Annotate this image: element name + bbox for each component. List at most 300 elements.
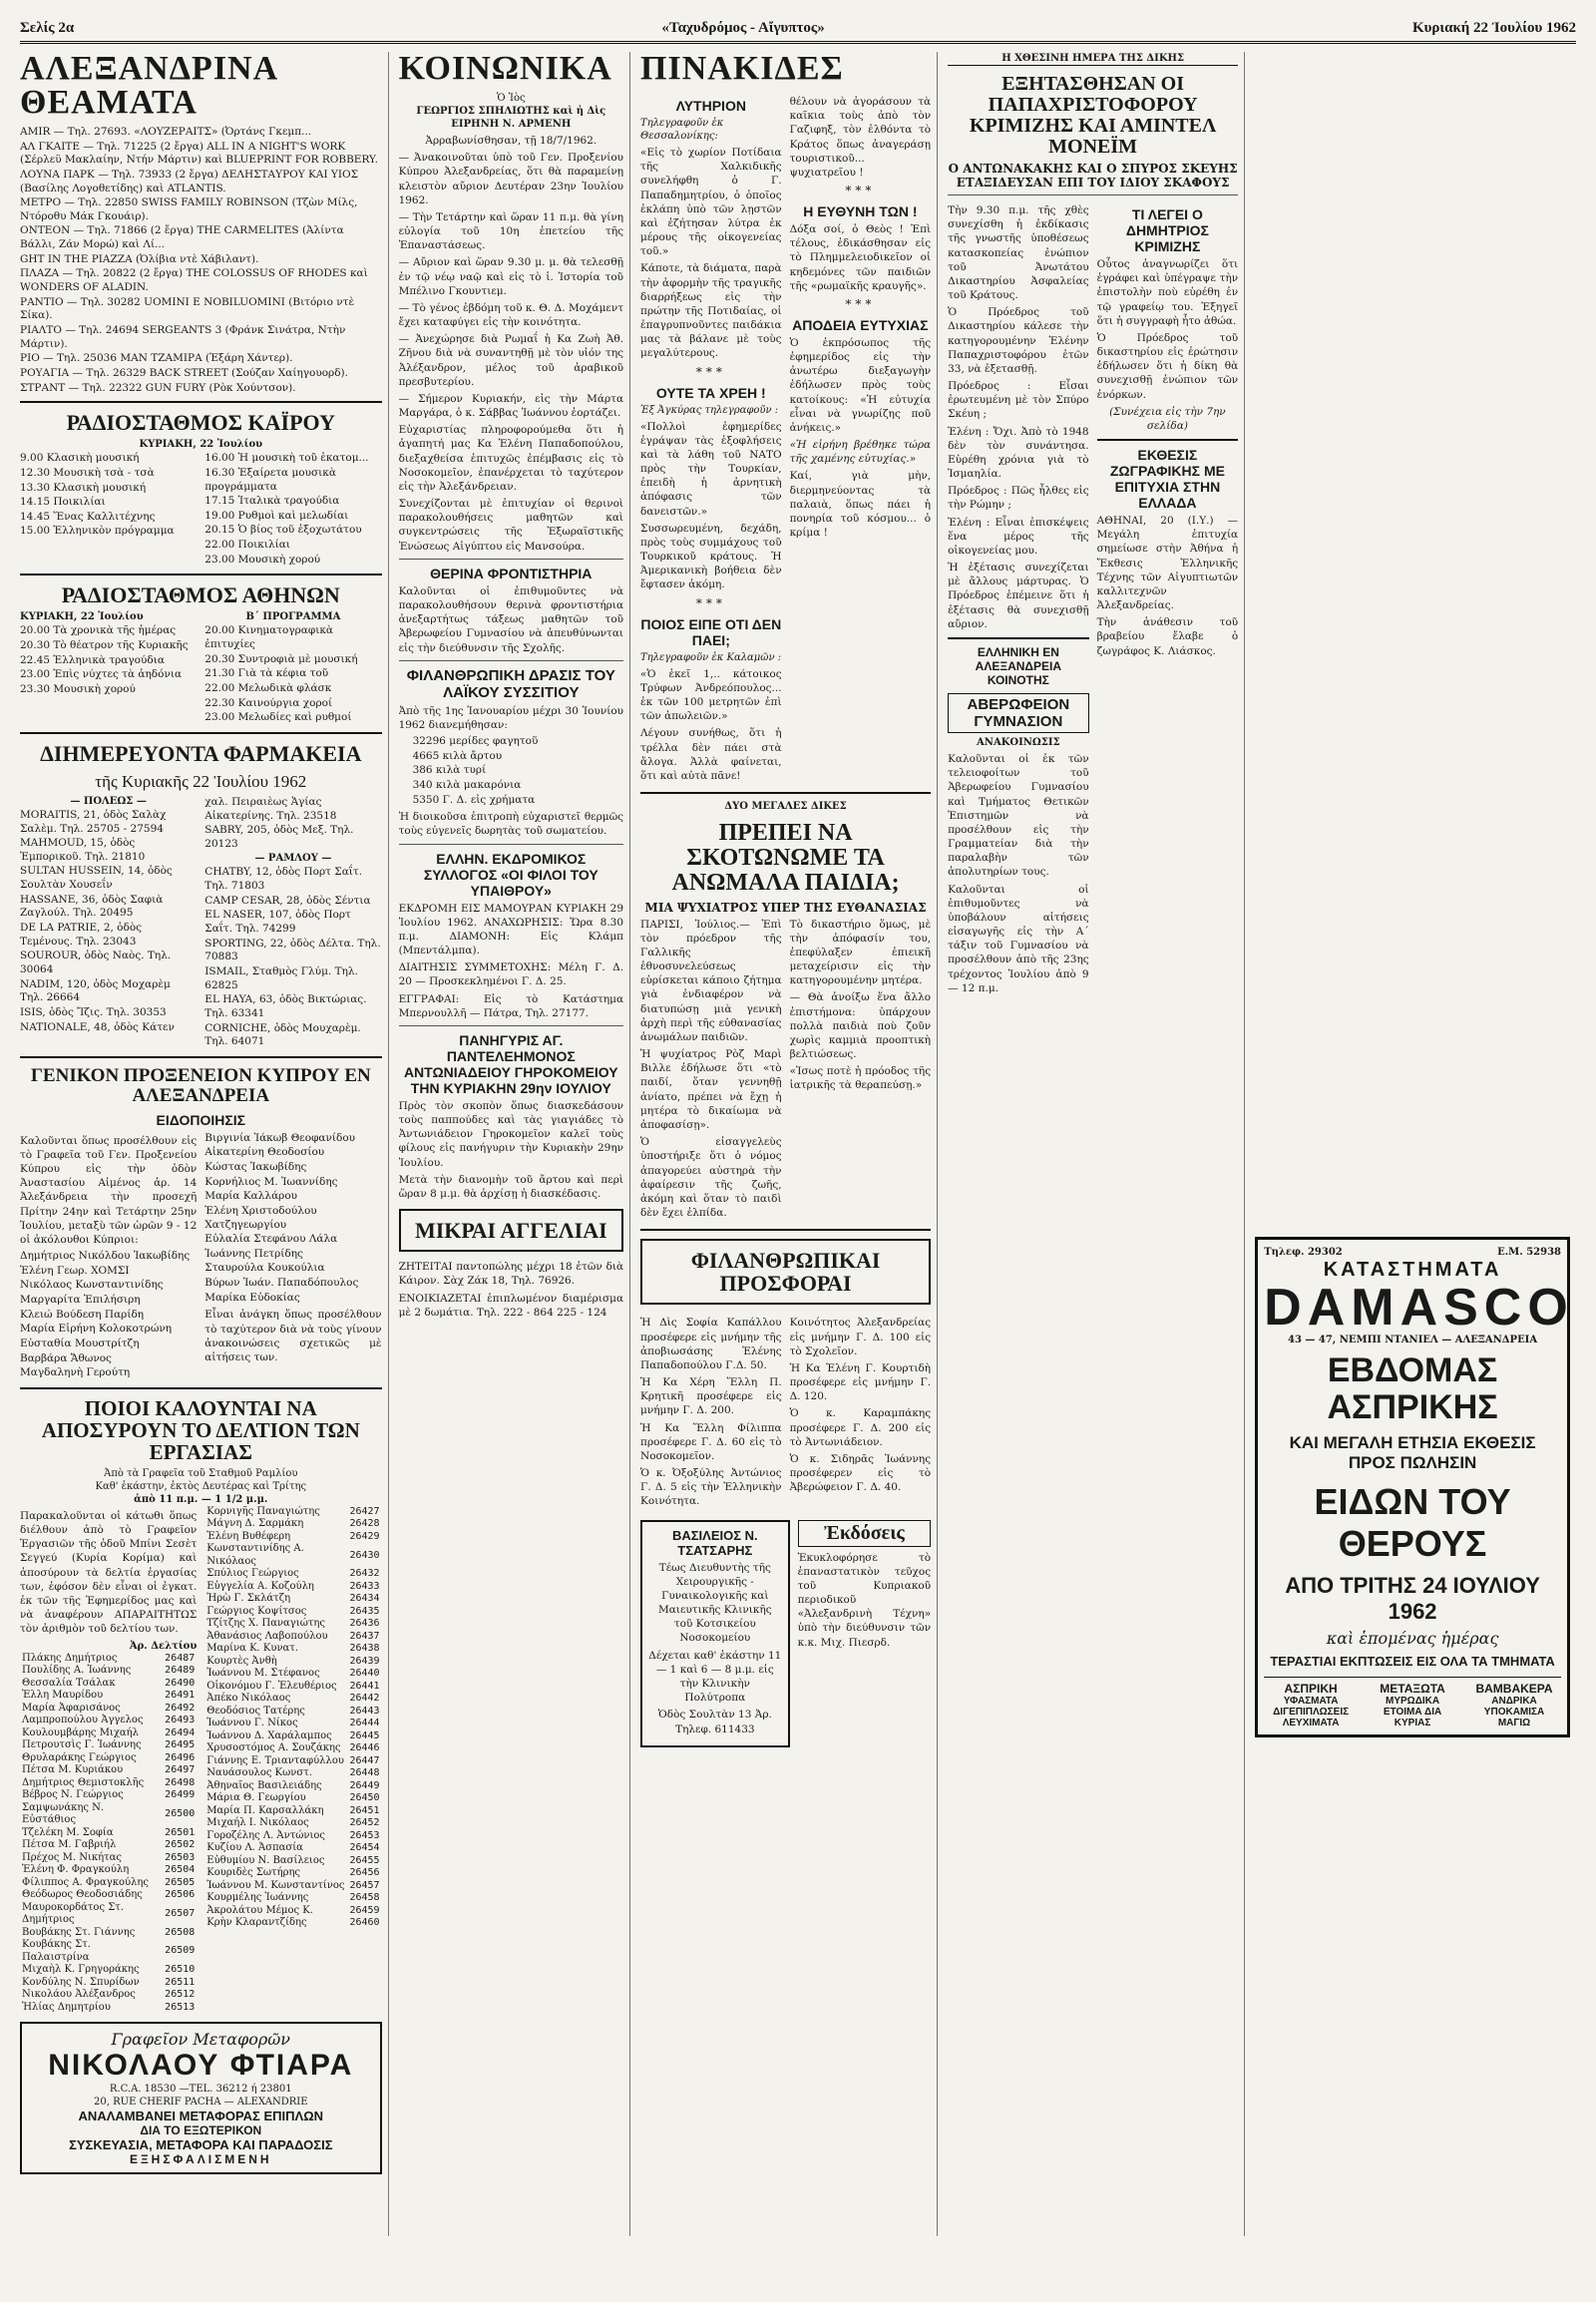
panigyri-text: Μετὰ τὴν διανομὴν τοῦ ἄρτου καὶ περὶ ὥραν 8 μ.μ. θὰ ἀρχίσῃ ἡ διασκέδασις.	[398, 1173, 624, 1200]
postal-number: 26449	[349, 1779, 380, 1791]
postal-number: 26428	[349, 1518, 380, 1530]
postal-number: 26511	[165, 1976, 196, 1988]
note-head: ΑΠΟΔΕΙΑ ΕΥΤΥΧΙΑΣ	[792, 316, 929, 333]
consulate-name: Νικόλαος Κωνσταντινίδης	[20, 1279, 164, 1292]
postal-name: Γεώργιος Κοψίτσος	[206, 1605, 307, 1617]
postal-name: Πρέχος Μ. Νικήτας	[22, 1851, 123, 1863]
postal-name: Ἰωάννου Μ. Κωνσταντίνος	[206, 1879, 345, 1891]
postal-row	[20, 1852, 197, 1865]
postal-row	[204, 1855, 381, 1868]
pharmacy-entry: χαλ. Πειραιὲως Ἁγίας Αἰκατερίνης. Τηλ. 23518	[204, 795, 337, 822]
radio-athens-title: ΡΑΔΙΟΣΤΑΘΜΟΣ ΑΘΗΝΩΝ	[61, 582, 340, 608]
charity-line: 386 κιλὰ τυρί	[412, 764, 487, 777]
note-text: «Ἡ εἰρήνη βρέθηκε τώρα τῆς χαμένης εὐτυχίας.»	[789, 439, 932, 466]
postal-row	[204, 1518, 381, 1531]
kremizis-text: Οὗτος ἀναγνωρίζει ὅτι ἐγράφει καὶ ὑπέγραψε τὴν ἐπιστολὴν ποὺ εὑρέθη ἐν τῷ γραφείῳ του. Ἐξηγεῖ ὅτι ἡ συγγραφὴ ἦτο ἀθώα.	[1096, 258, 1239, 327]
consulate-name: Αἰκατερίνη Θεοδοσίου	[204, 1146, 325, 1159]
postal-number: 26509	[165, 1945, 196, 1957]
cinema-item: ΡΙΟ — Τηλ. 25036 ΜΑΝ ΤΖΑΜΙΡΑ (Ἐξάρη Χάντερ).	[20, 352, 293, 365]
note-text: «Ὁ ἐκεῖ 1,.. κάτοικος Τρύφων Ἀνδρεόπουλος... ἐκ τῶν 100 μετρητῶν ἐπὶ τῶν ἀπωλειῶν.»	[640, 667, 782, 723]
gym-title: ΑΒΕΡΩΦΕΙΟΝ ΓΥΜΝΑΣΙΟΝ	[948, 693, 1089, 733]
postal-row	[204, 1643, 381, 1656]
trial-headline: ΕΞΗΤΑΣΘΗΣΑΝ ΟΙ ΠΑΠΑΧΡΙΣΤΟΦΟΡΟΥ ΚΡΙΜΙΖΗΣ ΚΑΙ ΑΜΙΝΤΕΛ ΜΟΝΕΪΜ	[969, 73, 1217, 158]
expo-text: ΑΘΗΝΑΙ, 20 (Ι.Υ.) — Μεγάλη ἐπιτυχία σημείωσε στὴν Ἀθήνα ἡ Ἔκθεσις Ἑλληνικῆς Τέχνης τῶν Αἰγυπτιωτῶν καλλιτεχνῶν Ἀλεξανδρείας.	[1096, 515, 1239, 612]
postal-name: Θεσσαλία Τσάλακ	[22, 1677, 116, 1689]
social-item-text: — Σήμερον Κυριακήν, εἰς τὴν Μάρτα Μαργάρα, ὁ κ. Σάββας Ἰωάννου ἑορτάζει.	[398, 392, 624, 420]
postal-row	[20, 1653, 197, 1666]
postal-number: 26510	[165, 1964, 196, 1975]
postal-name: Μαρίνα Κ. Κυνατ.	[206, 1643, 299, 1655]
postal-number: 26455	[349, 1854, 380, 1866]
postal-number: 26457	[349, 1879, 380, 1891]
pharmacy-entry: ISIS, ὁδὸς Ἴζις. Τηλ. 30353	[20, 1005, 167, 1018]
postal-number: 26456	[349, 1867, 380, 1879]
postal-row	[204, 1892, 381, 1905]
ad-address: 20, RUE CHERIF PACHA — ALEXANDRIE	[94, 2097, 308, 2108]
consulate-subtitle: ΕΙΔΟΠΟΙΗΣΙΣ	[156, 1111, 246, 1128]
note-head: ΟΥΤΕ ΤΑ ΧΡΕΗ !	[655, 384, 766, 401]
postal-number: 26460	[349, 1917, 380, 1929]
postal-name: Θρυλαράκης Γεώργιος	[22, 1751, 137, 1763]
publications-text: Ἐκυκλοφόρησε τὸ ἐπαναστατικὸν τεῦχος τοῦ Κυπριακοῦ περιοδικοῦ «Ἀλεξανδρινὴ Τέχνη» ὑπὸ τὴν διεύθυνσιν τῶν κ.κ. Μιχ. Πιεσρδ.	[797, 1551, 932, 1649]
cinema-list	[20, 126, 382, 395]
radio-athens-date: ΚΥΡΙΑΚΗ, 22 Ἰουλίου	[20, 611, 144, 623]
postal-number: 26487	[165, 1652, 196, 1664]
summer-text: Καλοῦνται οἱ ἐπιθυμοῦντες νὰ παρακολουθήσουν θερινὰ φροντιστήρια ἀνεξαρτήτως τάξεως μαθητῶν τοῦ Ἀβερωφείου Γυμνασίου νὰ ἀπευθύνωνται εἰς τὴν διεύθυνσιν τῆς Σχολῆς.	[398, 584, 624, 654]
pharmacy-title: ΔΙΗΜΕΡΕΥΟΝΤΑ ΦΑΡΜΑΚΕΙΑ	[40, 740, 362, 766]
postal-number: 26494	[165, 1726, 196, 1738]
postal-name: Φίλιππος Α. Φραγκούλης	[22, 1876, 149, 1888]
consulate-name: Μαργαρίτα Ἐπιλήσιρη	[20, 1293, 141, 1306]
postal-name: Κρὴν Κλαραντζίδης	[206, 1917, 307, 1929]
postal-name: Τζελέκη Μ. Σοφία	[22, 1826, 114, 1838]
cases-text: Τὸ δικαστήριο ὅμως, μὲ τὴν ἀπόφασίν του, ἐπεφύλαξεν ἐπιεικῆ μεταχείρισιν εἰς τὴν κατηγορουμένην μητέρα.	[789, 918, 932, 987]
postal-row	[204, 1730, 381, 1743]
divider	[20, 1387, 382, 1389]
note-sub: Τηλεγραφοῦν ἐκ Θεσσαλονίκης:	[640, 118, 724, 142]
postal-row	[204, 1742, 381, 1755]
cinema-item: ΟΝΤΕΟΝ — Τηλ. 71866 (2 ἔργα) THE CARMELITES (Ἀλίντα Βάλλι, Ζάν Μορώ) καὶ Λί...	[20, 224, 344, 251]
postal-row	[204, 1867, 381, 1880]
ad-category: ΜΕΤΑΞΩΤΑ	[1380, 1681, 1445, 1696]
schedule-entry: 12.30 Μουσικὴ τσὰ - τσὰ	[20, 466, 155, 479]
schedule-entry: 14.15 Ποικιλίαι	[20, 496, 106, 509]
small-ad: ΕΝΟΙΚΙΑΖΕΤΑΙ ἐπιπλωμένον διαμέρισμα μὲ 2 δωμάτια. Τηλ. 222 - 864 225 - 124	[398, 1292, 624, 1319]
doctor-address: Ὁδὸς Σουλτὰν 13 Ἀρ. Τηλεφ. 611433	[657, 1709, 772, 1735]
postal-row	[20, 1752, 197, 1765]
offers-box	[640, 1239, 931, 1305]
pharmacy-entry: SOUROUR, ὁδὸς Ναὸς. Τηλ. 30064	[20, 950, 172, 975]
consulate-name: Μαρία Καλλάρου	[204, 1190, 298, 1203]
postal-row	[20, 1739, 197, 1752]
note-text: Καί, γιὰ μὴν, διερμηνεύοντας τὰ παλαιὰ, ὅπως πάει ἡ πονηρία τοῦ κόσμου... ὁ κρίμα !	[789, 470, 932, 540]
offer-item: Ἡ Δὶς Σοφία Καπάλλου προσέφερε εἰς μνήμην τῆς ἀποβιωσάσης Ἑλένης Παπαδοπούλου Γ.Δ. 50.	[640, 1317, 782, 1371]
cinema-item: ΡΟΥΑΓΙΑ — Τηλ. 26329 BACK STREET (Σούζαν Χαίηγουορδ).	[20, 366, 348, 379]
postal-name: Ἑλλη Μαυρίδου	[22, 1690, 104, 1701]
consulate-name: Βαρβάρα Ἄθωνος	[20, 1351, 112, 1364]
postal-name: Ἀθηναῖος Βασιλειάδης	[206, 1779, 322, 1791]
column-5	[1255, 52, 1576, 2236]
note-text: Κάποτε, τὰ διάματα, παρὰ τὴν ἀφορμὴν τῆς τραγικῆς διαρρήξεως εἰς τὴν πρώτην τῆς Ποτιδαίας, οἱ ἐπαγρυπνοῦντες παιδάκια μας τὰ βάλανε μὲ τοὺς μεγαλύτερους.	[640, 262, 782, 360]
postal-row	[20, 1789, 197, 1802]
cinema-item: ΑΛ ΓΚΑΙΤΕ — Τηλ. 71225 (2 ἔργα) ALL IN A NIGHT'S WORK (Σέρλεϋ Μακλαίην, Ντήν Μάρτιν) καὶ BLUEPRINT FOR ROBBERY.	[20, 140, 378, 167]
postal-row	[204, 1780, 381, 1793]
postal-row	[204, 1880, 381, 1893]
postal-number: 26433	[349, 1580, 380, 1592]
section-title-shows: ΑΛΕΞΑΝΔΡΙΝΑ ΘΕΑΜΑΤΑ	[20, 52, 277, 121]
postal-number: 26490	[165, 1677, 196, 1689]
column-3: ΠΙΝΑΚΙΔΕΣ ΛΥΤΗΡΙΟΝ Τηλεγραφοῦν ἐκ Θεσσαλονίκης: «Εἰς τὸ χωρίον Ποτίδαια τῆς Χαλκιδικῆς συνελήφθη ὁ Γ. Παπαδημητρίου, ὁ ὁποῖος ἐκλάπη ὑπὸ τῶν λῃστῶν καὶ ἐζήτησαν λύτρα ἐκ μέρους τῆς οἰκογενείας τοῦ.» Κάποτε, τὰ διάματα, παρὰ τὴν ἀφορμὴν τῆς τραγικῆς διαρρήξεως εἰς τὴν πρώτην τῆς Ποτιδαίας, οἱ ἐπαγρυπνοῦντες παιδάκια μας τὰ βάλανε μὲ τοὺς μεγαλύτερους. *** ΟΥΤΕ ΤΑ ΧΡΕΗ ! Ἐξ Ἀγκύρας τηλεγραφοῦν : «Πολλοὶ ἐφημερίδες ἐγράψαν τὰς ἐξοφλήσεις καὶ τὰ λάθη τοῦ ΝΑΤΟ πρὸς τὴν Τουρκίαν, ἐπειδὴ ἡ ἀρνητικὴ ἀπόφασις τῶν δανειστῶν.» Συσσωρευμένη, δεχάδη, πρὸς τοὺς συμμάχους τοῦ Τουρκικοῦ κράτους. Ἡ Ἀμερικανικὴ βοήθεια δὲν ἔφτασεν ἀκόμη. *** ΠΟΙΟΣ ΕΙΠΕ ΟΤΙ ΔΕΝ ΠΑΕΙ; Τηλεγραφοῦν ἐκ Καλαμῶν : «Ὁ ἐκεῖ 1,.. κάτοικος Τρύφων Ἀνδρεόπουλος... ἐκ τῶν 100 μετρητῶν ἐπὶ τῶν ἀπωλειῶν.» Λέγουν συνήθως, ὅτι ἡ τρέλλα δὲν πάει στὰ ἄλογα. Ἀλλὰ φαίνεται, ὅτι καὶ αὐτὰ πᾶνε! θέλουν νὰ ἀγοράσουν τὰ καῖκια τοὺς ἀπὸ τὸν Γαζιφηξ, τὸν ἐλθόντα τὸ Κράτος ὅπως ἀναγεράσῃ τουριστικοῦ... ψυχιατρεῖου ! *** Η ΕΥΘΥΝΗ ΤΩΝ ! Δόξα σοί, ὁ Θεὸς ! Ἐπὶ τέλους, ἐδικάσθησαν εἰς τὸ Πλημμελειοδικεῖον οἱ κηδεμόνες τῶν παιδιῶν τῆς «ρωμαϊκῆς κραυγῆς». *** ΑΠΟΔΕΙΑ ΕΥΤΥΧΙΑΣ Ὁ ἐκπρόσωπος τῆς ἐφημερίδος εἰς τὴν ἀνωτέρω διεξαγωγὴν ἐδήλωσεν πρὸς τοὺς κατοίκους: «Ἡ εὐτυχία εἶναι νὰ γνωρίζης ποῦ ἀνήκεις.» «Ἡ εἰρήνη βρέθηκε τώρα τῆς χαμένης εὐτυχίας.» Καί, γιὰ μὴν, διερμηνεύοντας τὰ παλαιὰ, ὅπως πάει ἡ πονηρία τοῦ κόσμου... ὁ κρίμα ! ΔΥΟ ΜΕΓΑΛΕΣ ΔΙΚΕΣ ΠΡΕΠΕΙ ΝΑ ΣΚΟΤΩΝΩΜΕ ΤΑ ΑΝΩΜΑΛΑ ΠΑΙΔΙΑ; ΜΙΑ ΨΥΧΙΑΤΡΟΣ ΥΠΕΡ ΤΗΣ ΕΥΘΑΝΑΣΙΑΣ ΠΑΡΙΣΙ, Ἰούλιος.— Ἐπὶ τὸν πρόεδρον τῆς Γαλλικῆς ἐθνοσυνελεύσεως εὑρίσκεται κάποιο ζήτημα γιὰ ἐνδιαφέρον νὰ διατυπώσῃ μιὰ γενικὴ ἀρχὴ περὶ τῆς εὐθανασίας ἀνωμάλων παιδιῶν. Ἡ ψυχίατρος Ρὸζ Μαρὶ Βιλλε ἐδήλωσε ὅτι «τὸ παιδί, ὅταν γεννηθῇ ἀνίατο, πρέπει νὰ ἔχῃ ἡ μητέρα τὸ δικαίωμα νὰ ἀποφασίσῃ». Ὁ εἰσαγγελεὺς ὑποστήριξε ὅτι ὁ νόμος ἀπαγορεύει αὐστηρὰ τὴν ἀφαίρεσιν τῆς ζωῆς, ἀκόμη καὶ ὅταν τὸ παιδὶ δὲν ἔχει ἐλπίδα. Τὸ δικαστήριο ὅμως, μὲ τὴν ἀπόφασίν του, ἐπεφύλαξεν ἐπιεικῆ μεταχείρισιν εἰς τὴν κατηγορουμένην μητέρα. — Θὰ ἀνοίξω ἕνα ἄλλο ἐπιστήμονα: ὑπάρχουν πολλὰ παιδιὰ ποὺ ζοῦν χωρὶς καμμιὰ προοπτικὴ βελτιώσεως. «Ἰσως ποτὲ ἡ πρόοδος τῆς ἰατρικῆς τὰ θεραπεύσῃ.» ΦΙΛΑΝΘΡΩΠΙΚΑΙ ΠΡΟΣΦΟΡΑΙ Ἡ Δὶς Σοφία Καπάλλου προσέφερε εἰς μνήμην τῆς ἀποβιωσάσης Ἑλένης Παπαδοπούλου Γ.Δ. 50. Ἡ Κα Χέρη Ἕλλη Π. Κρητικῆ προσέφερε εἰς μνήμην Γ. Δ. 200. Ἡ Κα Ἕλλη Φίλιππα προσέφερε Γ. Δ. 60 εἰς τὸ Νοσοκομεῖον. Ὁ κ. Ὀξοξύλης Ἀντώνιος Γ. Δ. 5 εἰς τὴν Ἑλληνικὴν Κοινότητα. Κοινότητος Ἀλεξανδρείας εἰς μνήμην Γ. Δ. 100 εἰς τὸ Σχολεῖον. Ἡ Κα Ἑλένη Γ. Κουρτιδὴ προσέφερε εἰς μνήμην Γ. Δ. 120. Ὁ κ. Καραμπάκης προσέφερε Γ. Δ. 200 εἰς τὸ Ἀντωνιάδειον. Ὁ κ. Σιδηρᾶς Ἰωάννης προσέφερεν εἰς τὸ Ἀβερώφειον Γ. Δ. 40. ΒΑΣΙΛΕΙΟΣ Ν. ΤΣΑΤΣΑΡΗΣ Τέως Διευθυντὴς τῆς Χειρουργικῆς - Γυναικολογικῆς καὶ Μαιευτικῆς Κλινικῆς τοῦ Κοτσικείου Νοσοκομείου Δέχεται καθ' ἑκάστην 11 — 1 καὶ 6 — 8 μ.μ. εἰς τὴν Κλινικὴν Πολύτροπα Ὁδὸς Σουλτὰν 13 Ἀρ. Τηλεφ. 611433 Ἐκδόσεις Ἐκυκλοφόρησε τὸ ἐπαναστατικὸν τεῦχος τοῦ Κυπριακοῦ περιοδικοῦ «Ἀλεξανδρινὴ Τέχνη» ὑπὸ τὴν διεύθυνσιν τῶν κ.κ. Μιχ. Πιεσρδ.	[640, 52, 938, 2236]
note-sub: Τηλεγραφοῦν ἐκ Καλαμῶν :	[640, 651, 782, 663]
postal-name: Πέτσα Μ. Γαβριήλ	[22, 1839, 117, 1850]
postal-number: 26448	[349, 1767, 380, 1779]
postal-name: Μάρια Θ. Γεωργίου	[206, 1792, 306, 1804]
consulate-name: Ἰωάννης Πετρίδης	[204, 1247, 303, 1260]
note-text: «Εἰς τὸ χωρίον Ποτίδαια τῆς Χαλκιδικῆς συνελήφθη ὁ Γ. Παπαδημητρίου, ὁ ὁποῖος ἐκλάπη ὑπὸ τῶν λῃστῶν καὶ ἐζήτησαν λύτρα ἐκ μέρους τῆς οἰκογενείας τοῦ.»	[640, 147, 782, 258]
consulate-name: Δημήτριος Νικόλδου Ἰακωβίδης	[20, 1250, 191, 1263]
cases-subhead: ΜΙΑ ΨΥΧΙΑΤΡΟΣ ΥΠΕΡ ΤΗΣ ΕΥΘΑΝΑΣΙΑΣ	[644, 900, 927, 915]
postal-name: Πετρουτσὶς Γ. Ἰωάννης	[22, 1739, 142, 1750]
postal-number: 26439	[349, 1655, 380, 1667]
postal-column-head: Ἀρ. Δελτίου	[129, 1640, 198, 1652]
schedule-entry: 22.45 Ἑλληνικὰ τραγούδια	[20, 653, 165, 666]
radio-cairo-date: ΚΥΡΙΑΚΗ, 22 Ἰουλίου	[139, 439, 263, 451]
postal-row	[20, 2002, 197, 2015]
ad-line4: ΕΞΗΣΦΑΛΙΣΜΕΝΗ	[129, 2152, 272, 2166]
postal-name: Θεοδόσιος Τατέρης	[206, 1705, 305, 1717]
small-ads-box	[399, 1209, 623, 1252]
ad-date: ΑΠΟ ΤΡΙΤΗΣ 24 ΙΟΥΛΙΟΥ 1962	[1285, 1572, 1540, 1624]
postal-row	[20, 1927, 197, 1940]
postal-name: Ἠλίας Δημητρίου	[22, 2001, 111, 2013]
divider	[20, 732, 382, 734]
postal-name: Ἀκρολάτου Μέμος Κ.	[206, 1904, 313, 1916]
postal-row	[204, 1830, 381, 1843]
postal-row	[204, 1668, 381, 1681]
postal-row	[204, 1568, 381, 1581]
social-item-names: ΓΕΩΡΓΙΟΣ ΣΠΗΛΙΩΤΗΣ καὶ ἡ Δὶς ΕΙΡΗΝΗ Ν. ΑΡΜΕΝΗ	[416, 106, 606, 130]
ad-category: ΥΦΑΣΜΑΤΑ ΔΙΓΕΠΙΠΛΩΣΕΙΣ	[1273, 1695, 1350, 1718]
postal-name: Ἠρὼ Γ. Σκλάτζη	[206, 1593, 291, 1605]
cinema-item: ΣΤΡΑΝΤ — Τηλ. 22322 GUN FURY (Ρὸκ Χούντσον).	[20, 381, 296, 394]
pharmacy-entry: EL NASER, 107, ὁδὸς Πορτ Σαΐτ. Τηλ. 74299	[204, 909, 351, 936]
postal-name: Ναυάσουλος Κωνστ.	[206, 1767, 312, 1779]
postal-row	[204, 1531, 381, 1544]
pharmacy-section-ramleh: — ΡΑΜΛΟΥ —	[254, 853, 332, 865]
postal-name: Κουβάκης Στ. Παλαιστρίνα	[22, 1939, 91, 1963]
postal-row	[20, 1678, 197, 1691]
postal-row	[20, 1839, 197, 1852]
postal-row	[20, 1902, 197, 1927]
divider	[20, 574, 382, 576]
trial-text: Ἡ ἐξέτασις συνεχίζεται μὲ ἄλλους μάρτυρας. Ὁ Πρόεδρος ἐπέμεινε ὅτι ἡ ἐξέτασις θὰ συνεχισθῇ αὔριον.	[948, 562, 1089, 630]
postal-number: 26450	[349, 1792, 380, 1804]
cases-headline: ΠΡΕΠΕΙ ΝΑ ΣΚΟΤΩΝΩΜΕ ΤΑ ΑΝΩΜΑΛΑ ΠΑΙΔΙΑ;	[671, 820, 900, 897]
ad-summer: ΕΙΔΩΝ ΤΟΥ ΘΕΡΟΥΣ	[1314, 1480, 1511, 1564]
postal-name: Μαρία Ἀφαρισάνος	[22, 1702, 121, 1714]
ad-name: ΝΙΚΟΛΑΟΥ ΦΤΙΑΡΑ	[48, 2049, 354, 2082]
transport-ad	[20, 2022, 382, 2174]
postal-name: Πουλίδης Α. Ἰωάννης	[22, 1665, 132, 1676]
postal-row	[204, 1817, 381, 1830]
column-4	[948, 52, 1245, 2236]
social-item-text: — Τὸ γένος ἐβδόμη τοῦ κ. Θ. Δ. Μοχάμεντ ἔχει καταφύγει εἰς τὴν κοινότητα.	[398, 301, 624, 329]
postal-number: 26495	[165, 1739, 196, 1750]
offer-item: Ὁ κ. Καραμπάκης προσέφερε Γ. Δ. 200 εἰς τὸ Ἀντωνιάδειον.	[789, 1407, 932, 1448]
ad-category: ΛΕΥΧΙΜΑΤΑ	[1282, 1717, 1340, 1728]
column-1	[20, 52, 389, 2236]
charity-line: 32296 μερίδες φαγητοῦ	[412, 735, 539, 748]
cinema-item: ΠΛΑΖΑ — Τηλ. 20822 (2 ἔργα) THE COLOSSUS OF RHODES καὶ WONDERS OF ALADIN.	[20, 267, 368, 294]
ad-categories	[1264, 1677, 1561, 1728]
postal-number: 26505	[165, 1876, 196, 1888]
postal-name: Μαρία Π. Καρσαλλάκη	[206, 1804, 324, 1816]
postal-row	[204, 1506, 381, 1519]
ad-address: 43 — 47, ΝΕΜΠΙ ΝΤΑΝΙΕΛ — ΑΛΕΞΑΝΔΡΕΙΑ	[1288, 1335, 1538, 1345]
charity-closing: Ἡ διοικοῦσα ἐπιτροπὴ εὐχαριστεῖ θερμῶς τοὺς εὐγενεῖς δωρητὰς τοῦ σωματείου.	[398, 811, 624, 838]
newspaper-page	[20, 20, 1576, 2262]
social-item-text: — Τὴν Τετάρτην καὶ ὥραν 11 π.μ. θὰ γίνη εὐλογία τοῦ 10η ἐπετείου τῆς Ἐπαναστάσεως.	[398, 210, 624, 252]
doctor-title: Τέως Διευθυντὴς τῆς Χειρουργικῆς - Γυναικολογικῆς καὶ Μαιευτικῆς Κλινικῆς τοῦ Κοτσικείου Νοσοκομείου	[657, 1561, 772, 1645]
postal-number: 26506	[165, 1889, 196, 1900]
note-text: Ὁ ἐκπρόσωπος τῆς ἐφημερίδος εἰς τὴν ἀνωτέρω διεξαγωγὴν ἐδήλωσεν πρὸς τοὺς κατοίκους: «Ἡ εὐτυχία εἶναι νὰ γνωρίζης ποῦ ἀνήκεις.»	[789, 336, 932, 434]
postal-number: 26508	[165, 1926, 196, 1938]
ad-rc: R.C.A. 18530 —TEL. 36212 ή 23801	[109, 2084, 292, 2095]
pharmacy-entry: HASSANE, 36, ὁδὸς Σαφιὰ Ζαγλούλ. Τηλ. 20495	[20, 893, 164, 920]
postal-number: 26504	[165, 1864, 196, 1875]
postal-name: Ἀθανάσιος Λαβοπούλου	[206, 1630, 328, 1642]
ad-category: ΜΥΡΩΔΙΚΑ	[1386, 1695, 1440, 1707]
section-title-notes: ΠΙΝΑΚΙΔΕΣ	[640, 52, 844, 87]
social-item-text: — Αὔριον καὶ ὥραν 9.30 μ. μ. θὰ τελεσθῇ ἐν τῷ νέῳ ναῷ καὶ εἰς τὸ ἱ. Ἱστορία τοῦ Μπέλινο Γκουντιεμ.	[398, 256, 624, 297]
postal-number: 26440	[349, 1668, 380, 1680]
postal-number: 26430	[349, 1549, 380, 1561]
ad-annual: ΚΑΙ ΜΕΓΑΛΗ ΕΤΗΣΙΑ ΕΚΘΕΣΙΣ ΠΡΟΣ ΠΩΛΗΣΙΝ	[1289, 1432, 1536, 1472]
doctor-ad	[640, 1520, 790, 1747]
postal-row	[204, 1618, 381, 1631]
postal-row	[204, 1842, 381, 1855]
schedule-entry: 20.30 Τὸ θέατρον τῆς Κυριακῆς	[20, 639, 189, 652]
publications-title: Ἐκδόσεις	[798, 1520, 932, 1547]
consulate-name: Βιργινία Ἰάκωβ Θεοφανίδου	[204, 1131, 356, 1144]
postal-names-right	[204, 1506, 381, 1930]
postal-row	[20, 1964, 197, 1977]
consulate-name: Μαρίκα Εὐδοκίας	[204, 1291, 300, 1304]
panigyri-title: ΠΑΝΗΓΥΡΙΣ ΑΓ. ΠΑΝΤΕΛΕΗΜΟΝΟΣ ΑΝΤΩΝΙΑΔΕΙΟΥ ΓΗΡΟΚΟΜΕΙΟΥ ΤΗΝ ΚΥΡΙΑΚΗΝ 29ην ΙΟΥΛΙΟΥ	[403, 1031, 618, 1096]
postal-name: Νικολάου Ἀλέξανδρος	[22, 1989, 136, 2000]
ad-line1: ΑΝΑΛΑΜΒΑΝΕΙ ΜΕΤΑΦΟΡΑΣ ΕΠΙΠΛΩΝ	[78, 2109, 324, 2123]
consulate-title: ΓΕΝΙΚΟΝ ΠΡΟΞΕΝΕΙΟΝ ΚΥΠΡΟΥ ΕΝ ΑΛΕΞΑΝΔΡΕΙΑ	[30, 1064, 371, 1106]
small-ad: ΖΗΤΕΙΤΑΙ παντοπώλης μέχρι 18 ἐτῶν διὰ Κάιρον. Σὰχ Ζάκ 18, Τηλ. 76926.	[398, 1261, 624, 1288]
trial-text: Ὁ Πρόεδρος τοῦ Δικαστηρίου κάλεσε τὴν κατηγορουμένην Ἑλένην Παπαχριστοφόρου ἐτῶν 33, νὰ ἐξετασθῇ.	[948, 306, 1089, 375]
postal-row	[204, 1706, 381, 1719]
postal-name: Ἰωάννου Μ. Στέφανος	[206, 1668, 320, 1680]
postal-name: Βέβρος Ν. Γεώργιος	[22, 1789, 124, 1800]
consulate-name: Εὐλαλία Στεφάνου Λάλα	[204, 1233, 338, 1246]
trial-text: Ἑλένη : Ὄχι. Ἀπὸ τὸ 1948 δὲν τὸν συνάντησα. Εὑρέθη χρόνια γιὰ τὸ Ἱσμαηλία.	[948, 425, 1089, 481]
postal-name: Πλάκης Δημήτριος	[22, 1652, 118, 1664]
pharmacy-entry: MAHMOUD, 15, ὁδὸς Ἐμπορικοῦ. Τηλ. 21810	[20, 837, 146, 863]
charity-title: ΦΙΛΑΝΘΡΩΠΙΚΗ ΔΡΑΣΙΣ ΤΟΥ ΛΑΪΚΟΥ ΣΥΣΣΙΤΙΟΥ	[406, 666, 615, 701]
newspaper-name: «Ταχυδρόμος - Αἴγυπτος»	[661, 20, 825, 36]
ad-brand: DAMASCO	[1264, 1279, 1574, 1337]
consulate-name: Κορνήλιος Μ. Ἰωαννίδης	[204, 1175, 338, 1188]
hellenic-club-title: ΕΛΛΗΝ. ΕΚΔΡΟΜΙΚΟΣ ΣΥΛΛΟΓΟΣ «ΟΙ ΦΙΛΟΙ ΤΟΥ ΥΠΑΙΘΡΟΥ»	[423, 850, 598, 899]
gym-text: Καλοῦνται οἱ ἐπιθυμοῦντες νὰ ὑποβάλουν αἰτήσεις εἰσαγωγῆς εἰς τὴν Α΄ τάξιν τοῦ Γυμνασίου νὰ προσέλθουν ἀπὸ τῆς 23ης τρέχοντος Ἰουλίου ἀπὸ 9 — 12 π.μ.	[948, 883, 1089, 994]
postal-name: Κορνιγῆς Παναγιώτης	[206, 1505, 320, 1517]
postal-name: Χρυσοστόμος Α. Σουζάκης	[206, 1742, 341, 1754]
cinema-item: ΡΙΑΛΤΟ — Τηλ. 24694 SERGEANTS 3 (Φράνκ Σινάτρα, Ντὴν Μάρτιν).	[20, 323, 346, 350]
cases-text: Ἡ ψυχίατρος Ρὸζ Μαρὶ Βιλλε ἐδήλωσε ὅτι «τὸ παιδί, ὅταν γεννηθῇ ἀνίατο, πρέπει νὰ ἔχῃ ἡ μητέρα τὸ δικαίωμα νὰ ἀποφασίσῃ».	[640, 1048, 782, 1131]
damasco-ad	[1255, 1237, 1574, 1737]
charity-text: Ἀπὸ τῆς 1ης Ἰανουαρίου μέχρι 30 Ἰουνίου 1962 διανεμήθησαν:	[398, 704, 624, 731]
postal-name: Κουρμέλης Ἰωάννης	[206, 1892, 309, 1904]
postal-name: Κουλουμβάρης Μιχαήλ	[22, 1726, 139, 1738]
postal-number: 26512	[165, 1989, 196, 2000]
cases-text: Ὁ εἰσαγγελεὺς ὑποστήριξε ὅτι ὁ νόμος ἀπαγορεύει αὐστηρὰ τὴν ἀφαίρεσιν τῆς ζωῆς, ἀκόμη καὶ ὅταν τὸ παιδὶ δὲν ἔχει ἐλπίδα.	[640, 1136, 782, 1220]
radio-cairo-title: ΡΑΔΙΟΣΤΑΘΜΟΣ ΚΑΪΡΟΥ	[66, 410, 335, 436]
pharmacy-date: τῆς Κυριακῆς 22 Ἰουλίου 1962	[95, 772, 307, 792]
ad-em: Ε.Μ. 52938	[1497, 1247, 1562, 1258]
pharmacy-section: — ΠΟΛΕΩΣ —	[70, 795, 147, 807]
postal-row	[20, 1877, 197, 1890]
ad-following: καὶ ἑπομένας ἡμέρας	[1326, 1628, 1499, 1648]
pharmacy-entry: SABRY, 205, ὁδὸς Μεξ. Τηλ. 20123	[204, 824, 354, 850]
postal-number: 26502	[165, 1839, 196, 1850]
postal-number: 26507	[165, 1907, 196, 1919]
postal-name: Κυζίου Λ. Ἀσπασία	[206, 1842, 303, 1854]
ad-category: ΑΝΔΡΙΚΑ ΥΠΟΚΑΜΙΣΑ	[1483, 1695, 1545, 1718]
kremizis-text: Ὁ Πρόεδρος τοῦ δικαστηρίου εἰς ἐρώτησιν ἐδήλωσεν ὅτι ἡ δίκη θὰ συνεχισθῇ ἐνώπιον τῶν ἐνόρκων.	[1096, 331, 1239, 401]
postal-number: 26513	[165, 2001, 196, 2013]
note-head: ΛΥΤΗΡΙΟΝ	[675, 98, 746, 114]
postal-number: 26492	[165, 1702, 196, 1714]
postal-number: 26446	[349, 1742, 380, 1754]
postal-number: 26438	[349, 1643, 380, 1655]
cinema-item: ΛΟΥΝΑ ΠΑΡΚ — Τηλ. 73933 (2 ἔργα) ΔΕΛΗΣΤΑΥΡΟΥ ΚΑΙ ΥΙΟΣ (Βασίλης Λογοθετίδης) καὶ ATLANTIS.	[20, 168, 359, 194]
postal-number: 26503	[165, 1851, 196, 1863]
consulate-name: Κλειώ Βούδεση Παρίδη	[20, 1308, 145, 1321]
schedule-entry: 21.30 Γιὰ τὰ κέφια τοῦ	[204, 667, 329, 680]
postal-name: Σαμψωνάκης Ν. Εὐστάθιος	[22, 1801, 105, 1825]
social-item-text: Εὐχαριστίας πληροφορούμεθα ὅτι ἡ ἀγαπητή μας Κα Ἑλένη Παπαδοπούλου, διεξαχθείσα ἐπιτυχῶς ἐπέμβασις εἰς τὸ Νοσοκομεῖον, ἐπανέρχεται τὸ ταχύτερον εἰς τὴν Ἀλεξάνδρειαν.	[398, 424, 624, 493]
schedule-entry: 23.00 Μελωδίες καὶ ρυθμοί	[204, 711, 352, 724]
postal-number: 26443	[349, 1705, 380, 1717]
consulate-closing: Εἶναι ἀνάγκη ὅπως προσέλθουν τὸ ταχύτερον διὰ νὰ τοὺς γίνουν ἀνακοινώσεις σχετικῶς μὲ αἰτήσεις των.	[204, 1309, 382, 1363]
charity-line: 340 κιλὰ μακαρόνια	[412, 778, 522, 791]
ad-week: ΕΒΔΟΜΑΣ ΑΣΠΡΙΚΗΣ	[1327, 1351, 1498, 1427]
postal-number: 26453	[349, 1829, 380, 1841]
social-item-text: Συνεχίζονται μὲ ἐπιτυχίαν οἱ θερινοὶ παρακολουθήσεις μαθητῶν καὶ συγκεντρώσεις τῆς Ἐξωραϊστικῆς Ἑνώσεως Αἰγύπτου εἰς Μανσούρα.	[398, 498, 624, 553]
postal-title: ΠΟΙΟΙ ΚΑΛΟΥΝΤΑΙ ΝΑ ΑΠΟΣΥΡΟΥΝ ΤΟ ΔΕΛΤΙΟΝ ΤΩΝ ΕΡΓΑΣΙΑΣ	[41, 1395, 360, 1464]
community-title: ΕΛΛΗΝΙΚΗ ΕΝ ΑΛΕΞΑΝΔΡΕΙΑ ΚΟΙΝΟΤΗΣ	[975, 644, 1062, 687]
postal-name: Λαμπροπούλου Ἀγγελος	[22, 1715, 144, 1726]
offer-item: Ὁ κ. Σιδηρᾶς Ἰωάννης προσέφερεν εἰς τὸ Ἀβερώφειον Γ. Δ. 40.	[789, 1452, 932, 1494]
schedule-entry: 22.30 Καινούργια χοροί	[204, 696, 333, 709]
postal-number: 26451	[349, 1804, 380, 1816]
consulate-text: Καλοῦνται ὅπως προσέλθουν εἰς τὸ Γραφεῖα τοῦ Γεν. Προξενείου Κύπρου εἰς τὴν ὁδὸν Ἀναστασίου Αἰμένος ἀρ. 14 Ἀλεξάνδρεια τὴν προσεχῆ Πρίτην 24ην καὶ Τετάρτην 25ην Ἰουλίου, μεταξὺ τῶν ὡρῶν 9 - 12 οἱ ἀκόλουθοι Κύπριοι:	[20, 1134, 198, 1246]
postal-row	[204, 1581, 381, 1594]
postal-name: Κονδύλης Ν. Σπυρίδων	[22, 1976, 140, 1988]
social-item-text: Ἀρραβωνίσθησαν, τῇ 18/7/1962.	[425, 135, 598, 147]
pharmacy-entry: DE LA PATRIE, 2, ὁδὸς Τεμένους. Τηλ. 23043	[20, 922, 143, 948]
cinema-item: GHT IN THE PIAZZA (Ὀλίβια ντὲ Χάβιλαντ).	[20, 252, 259, 265]
postal-sub2: Καθ' ἑκάστην, ἐκτὸς Δευτέρας καὶ Τρίτης	[95, 1480, 307, 1492]
postal-row	[204, 1593, 381, 1606]
note-text: Λέγουν συνήθως, ὅτι ἡ τρέλλα δὲν πάει στὰ ἄλογα. Ἀλλὰ φαίνεται, ὅτι καὶ αὐτὰ πᾶνε!	[640, 727, 782, 782]
postal-name: Τζίτζης Χ. Παναγιώτης	[206, 1618, 325, 1630]
trial-subhead: Ο ΑΝΤΩΝΑΚΑΚΗΣ ΚΑΙ Ο ΣΠΥΡΟΣ ΣΚΕΥΗΣ ΕΤΑΞΙΔΕΥΣΑΝ ΕΠΙ ΤΟΥ ΙΔΙΟΥ ΣΚΑΦΟΥΣ	[948, 162, 1238, 190]
radio-cairo-schedule	[20, 451, 382, 568]
postal-name: Μιχαήλ Ι. Νικόλαος	[206, 1817, 309, 1829]
postal-number: 26435	[349, 1605, 380, 1617]
postal-number: 26434	[349, 1593, 380, 1605]
divider	[399, 559, 623, 560]
postal-name: Μιχαὴλ Κ. Γρηγοράκης	[22, 1964, 140, 1975]
schedule-entry: 23.00 Μουσικὴ χορού	[204, 553, 321, 566]
postal-row	[204, 1656, 381, 1669]
divider	[399, 844, 623, 845]
postal-number: 26441	[349, 1680, 380, 1692]
hellenic-club-text: ΔΙΑΙΤΗΣΙΣ ΣΥΜΜΕΤΟΧΗΣ: Μέλη Γ. Δ. 20 — Προσκεκλημένοι Γ. Δ. 25.	[398, 961, 624, 988]
pharmacy-entry: CORNICHE, ὁδὸς Μουχαρὲμ. Τηλ. 64071	[204, 1021, 361, 1048]
charity-line: 5350 Γ. Δ. εἰς χρήματα	[412, 793, 536, 806]
postal-name: Εὐγγελία Α. Κοζούλη	[206, 1580, 314, 1592]
postal-row	[204, 1905, 381, 1918]
postal-number: 26496	[165, 1751, 196, 1763]
panigyri-text: Πρὸς τὸν σκοπὸν ὅπως διασκεδάσουν τοὺς παππούδες καὶ τὰς γιαγιάδες τὸ Ἀντωνιάδειον Γηροκομεῖον καλεῖ τοὺς φίλους εἰς πανήγυριν τὴν Κυριακὴν 29ην Ἰουλίου.	[398, 1099, 624, 1169]
kremizis-head: ΤΙ ΛΕΓΕΙ Ο ΔΗΜΗΤΡΙΟΣ ΚΡΙΜΙΖΗΣ	[1125, 206, 1209, 254]
social-item-text: — Ἀνακοινοῦται ὑπὸ τοῦ Γεν. Προξενίου Κύπρου Ἀλεξανδρείας, ὅτι θὰ παραμείνῃ κλειστὸν αὔριον Δευτέραν 23ην Ἰουλίου 1962.	[398, 152, 624, 206]
offer-item: Ὁ κ. Ὀξοξύλης Ἀντώνιος Γ. Δ. 5 εἰς τὴν Ἑλληνικὴν Κοινότητα.	[640, 1467, 782, 1508]
postal-name: Γοροζέλης Λ. Ἀντώνιος	[206, 1829, 326, 1841]
postal-row	[20, 1864, 197, 1877]
cases-text: ΠΑΡΙΣΙ, Ἰούλιος.— Ἐπὶ τὸν πρόεδρον τῆς Γαλλικῆς ἐθνοσυνελεύσεως εὑρίσκεται κάποιο ζήτημα γιὰ ἐνδιαφέρον νὰ διατυπώσῃ μιὰ γενικὴ ἀρχὴ περὶ τῆς εὐθανασίας ἀνωμάλων παιδιῶν.	[640, 918, 782, 1043]
postal-name: Μάγνη Δ. Σαρμάκη	[206, 1518, 304, 1530]
postal-number: 26427	[349, 1505, 380, 1517]
postal-row	[204, 1767, 381, 1780]
column-2	[399, 52, 630, 2236]
ad-phone: Τηλεφ. 29302	[1264, 1247, 1343, 1258]
postal-row	[20, 1715, 197, 1727]
postal-row	[20, 1827, 197, 1840]
postal-number: 26499	[165, 1789, 196, 1800]
postal-row	[204, 1606, 381, 1619]
postal-name: Ἑλένη Φ. Φραγκούλη	[22, 1864, 130, 1875]
postal-name: Γιάννης Ε. Τριανταφύλλου	[206, 1754, 344, 1766]
schedule-entry: 14.45 Ἕνας Καλλιτέχνης	[20, 510, 156, 523]
pharmacy-entry: CAMP CESAR, 28, ὁδὸς Σέντια	[204, 894, 371, 907]
cases-label: ΔΥΟ ΜΕΓΑΛΕΣ ΔΙΚΕΣ	[724, 801, 847, 813]
postal-number: 26458	[349, 1892, 380, 1904]
consulate-name: Εὐσταθία Μουστρίτζη	[20, 1337, 140, 1349]
ad-category: ΕΤΟΙΜΑ ΔΙΑ ΚΥΡΙΑΣ	[1383, 1706, 1442, 1728]
schedule-entry: 20.00 Κινηματογραφικὰ ἐπιτυχίες	[204, 624, 334, 651]
postal-row	[20, 1939, 197, 1964]
schedule-entry: 23.00 Ἐπὶς νύχτες τὰ ἀηδόνια	[20, 668, 183, 681]
pharmacy-entry: CHATBY, 12, ὁδὸς Πορτ Σαΐτ. Τηλ. 71803	[204, 866, 363, 893]
pharmacy-entry: NADIM, 120, ὁδὸς Μοχαρὲμ Τηλ. 26664	[20, 977, 171, 1004]
pharmacy-entry: SPORTING, 22, ὁδὸς Δέλτα. Τηλ. 70883	[204, 937, 381, 963]
postal-row	[204, 1755, 381, 1768]
cinema-item: ΡΑΝΤΙΟ — Τηλ. 30282 UOMINI E NOBILUOMINI (Βιτόριο ντὲ Σίκα).	[20, 295, 355, 322]
note-text: θέλουν νὰ ἀγοράσουν τὰ καῖκια τοὺς ἀπὸ τὸν Γαζιφηξ, τὸν ἐλθόντα τὸ Κράτος ὅπως ἀναγεράσῃ τουριστικοῦ... ψυχιατρεῖου !	[789, 96, 932, 179]
ad-office: Γραφεῖον Μεταφορῶν	[111, 2030, 291, 2049]
schedule-entry: 20.30 Συντροφιὰ μὲ μουσική	[204, 652, 358, 665]
continued-note: (Συνέχεια εἰς τὴν 7ην σελίδα)	[1109, 405, 1226, 432]
postal-row	[20, 1802, 197, 1827]
ad-line3: ΣΥΣΚΕΥΑΣΙΑ, ΜΕΤΑΦΟΡΑ ΚΑΙ ΠΑΡΑΔΟΣΙΣ	[69, 2137, 333, 2152]
